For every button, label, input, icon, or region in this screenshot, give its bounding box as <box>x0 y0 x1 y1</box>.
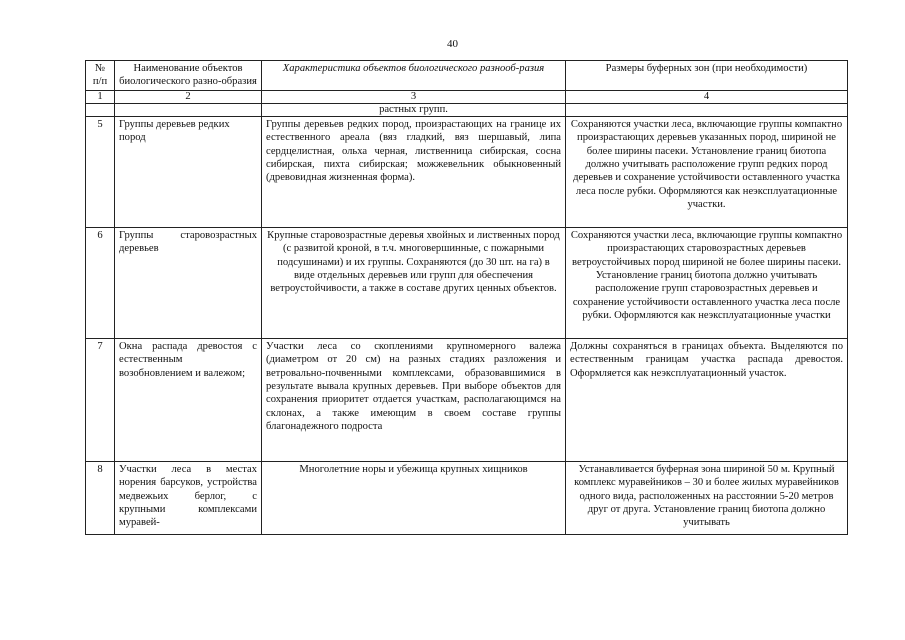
buffer-zone-text: Сохраняются участки леса, включающие группы компактно произрастающих деревьев указанных пород, шириной не более ширины пасеки. Установление границ биотопа должно учитывать расположение групп редких пород деревьев и сохранение устойчивости оставленного участка леса после рубки. Оформляются как неэксплуатационные участки. <box>566 116 848 227</box>
continuation-row <box>86 103 848 116</box>
object-characteristic: Многолетние норы и убежища крупных хищников <box>262 461 566 534</box>
table-header-row <box>86 61 848 91</box>
header-number: № п/п <box>86 61 115 91</box>
buffer-zone-text: Устанавливается буферная зона шириной 50 м. Крупный комплекс муравейников – 30 и более жилых муравейников одного вида, расположенных на расстоянии 5-20 метров друг от друга. Установление границ биотопа должно учитывать <box>566 461 848 534</box>
object-characteristic: Крупные старовозрастные деревья хвойных и лиственных пород (с развитой кроной, в т.ч. многовершинные, с пожарными подсушинами) и их группы. Сохраняются (до 30 шт. на га) в виде отдельных деревьев или групп для обеспечения ветроустойчивости, а также в составе других ценных объектов. <box>262 227 566 338</box>
continuation-text: растных групп. <box>262 103 566 116</box>
buffer-zone-text: Должны сохраняться в границах объекта. Выделяются по естественным границам участка распада древостоя. Оформляется как неэксплуатационный участок. <box>566 338 848 461</box>
table-row <box>86 461 848 534</box>
object-name: Окна распада древостоя с естественным возобновлением и валежом; <box>115 338 262 461</box>
object-name: Группы деревьев редких пород <box>115 116 262 227</box>
buffer-zone-text: Сохраняются участки леса, включающие группы компактно произрастающих старовозрастных деревьев ветроустойчивых пород шириной не более ширины пасеки. Установление границ биотопа должно учитывать расположение групп старовозрастных деревьев и сохранение устойчивости оставленного участка леса после рубки. Оформляются как неэксплуатационные участки <box>566 227 848 338</box>
header-characteristic: Характеристика объектов биологического разнооб-разия <box>262 61 566 91</box>
table-row <box>86 338 848 461</box>
column-number: 2 <box>115 90 262 103</box>
object-characteristic: Участки леса со скоплениями крупномерного валежа (диаметром от 20 см) на разных стадиях разложения и ветровально-почвенными комплексами, образовавшимися в результате вывала крупных деревьев. При выборе объектов для сохранения приоритет отдается участкам, располагающимся на склонах, а также имеющим в своем составе группы благонадежного подроста <box>262 338 566 461</box>
row-number: 7 <box>86 338 115 461</box>
column-number: 1 <box>86 90 115 103</box>
object-name: Участки леса в местах норения барсуков, устройства медвежьих берлог, с крупными комплексами муравей- <box>115 461 262 534</box>
object-characteristic: Группы деревьев редких пород, произрастающих на границе их естественного ареала (вяз гладкий, вяз шершавый, липа сердцелистная, ольха черная, лиственница сибирская, сосна сибирская, пихта сибирская; можжевельник обыкновенный (древовидная жизненная форма). <box>262 116 566 227</box>
header-object-name: Наименование объектов биологического разно-образия <box>115 61 262 91</box>
table-row <box>86 227 848 338</box>
column-number: 3 <box>262 90 566 103</box>
row-number: 5 <box>86 116 115 227</box>
biodiversity-table <box>85 60 848 535</box>
page-number: 40 <box>447 38 458 50</box>
header-buffer-zones: Размеры буферных зон (при необходимости) <box>566 61 848 91</box>
row-number: 8 <box>86 461 115 534</box>
column-number-row <box>86 90 848 103</box>
object-name: Группы старовозрастных деревьев <box>115 227 262 338</box>
table-row <box>86 116 848 227</box>
row-number: 6 <box>86 227 115 338</box>
column-number: 4 <box>566 90 848 103</box>
